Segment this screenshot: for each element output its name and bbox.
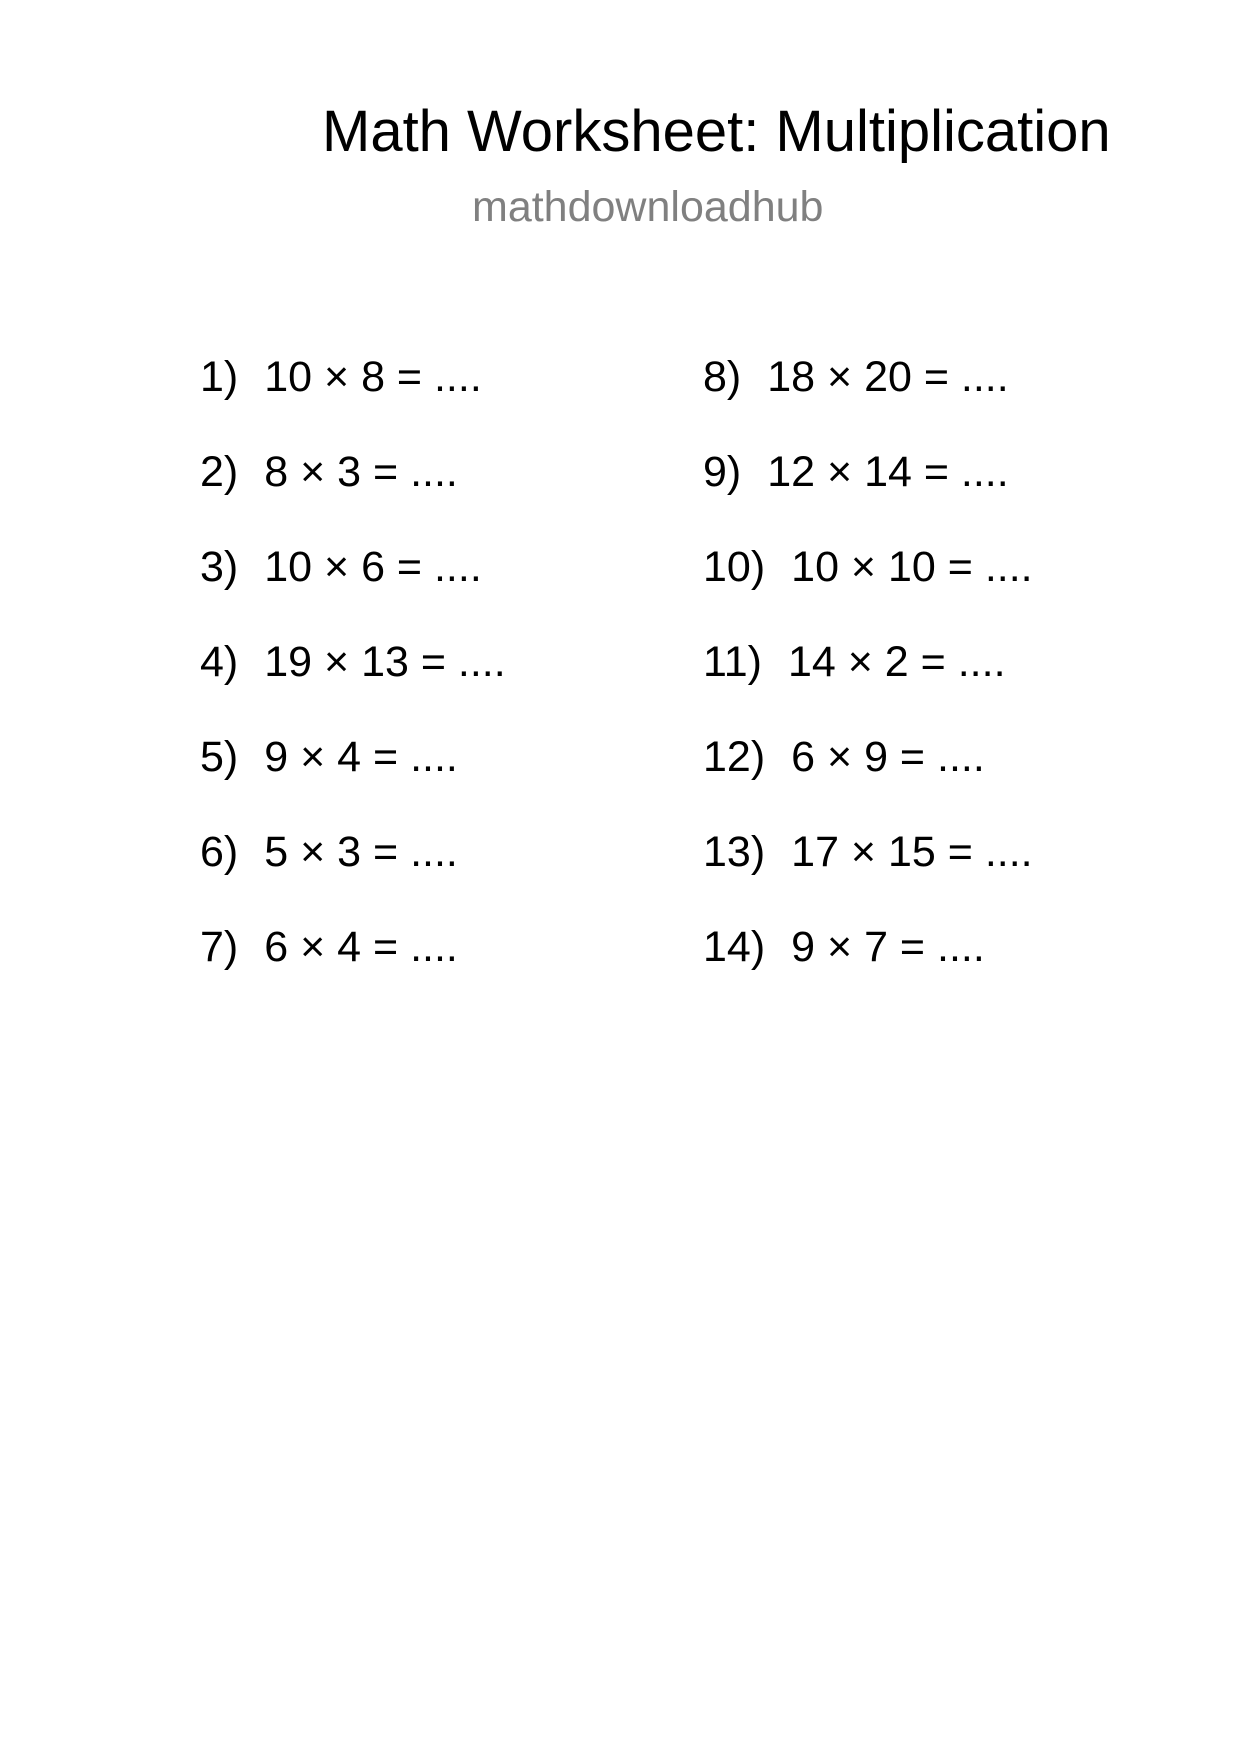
problem-expression: 10 × 10 = .... (791, 543, 1033, 591)
problem-expression: 12 × 14 = .... (767, 448, 1009, 496)
page-subtitle: mathdownloadhub (472, 183, 824, 231)
problem-number: 5) (200, 733, 239, 781)
problem-number: 6) (200, 828, 239, 876)
problem-item (703, 542, 1033, 637)
problems-column-right (703, 352, 1033, 1017)
problem-expression: 10 × 6 = .... (264, 543, 482, 591)
problem-item (200, 922, 506, 1017)
problem-number: 10) (703, 543, 766, 591)
problem-item (703, 827, 1033, 922)
problem-expression: 14 × 2 = .... (787, 638, 1006, 686)
problem-item (703, 352, 1033, 447)
problem-expression: 9 × 7 = .... (791, 923, 985, 971)
problem-item (200, 542, 506, 637)
problems-column-left (200, 352, 506, 1017)
page-title: Math Worksheet: Multiplication (322, 99, 1111, 164)
problem-expression: 6 × 9 = .... (791, 733, 985, 781)
problem-expression: 9 × 4 = .... (264, 733, 458, 781)
problem-item (703, 732, 1033, 827)
problem-number: 4) (200, 638, 239, 686)
problem-number: 1) (200, 353, 239, 401)
problem-item (200, 732, 506, 827)
problem-number: 14) (703, 923, 766, 971)
problem-expression: 19 × 13 = .... (264, 638, 506, 686)
problem-item (703, 637, 1033, 732)
problem-item (703, 922, 1033, 1017)
problem-expression: 5 × 3 = .... (264, 828, 458, 876)
problem-expression: 6 × 4 = .... (264, 923, 458, 971)
problem-number: 12) (703, 733, 766, 781)
problem-expression: 17 × 15 = .... (791, 828, 1033, 876)
problem-number: 11) (703, 638, 762, 686)
problem-number: 3) (200, 543, 239, 591)
problem-item (200, 352, 506, 447)
problem-expression: 10 × 8 = .... (264, 353, 482, 401)
problem-expression: 18 × 20 = .... (767, 353, 1009, 401)
problem-number: 13) (703, 828, 766, 876)
problem-expression: 8 × 3 = .... (264, 448, 458, 496)
problem-item (200, 447, 506, 542)
problem-item (200, 637, 506, 732)
problem-number: 7) (200, 923, 239, 971)
problem-number: 2) (200, 448, 239, 496)
problem-number: 8) (703, 353, 742, 401)
problem-number: 9) (703, 448, 742, 496)
problem-item (200, 827, 506, 922)
problem-item (703, 447, 1033, 542)
